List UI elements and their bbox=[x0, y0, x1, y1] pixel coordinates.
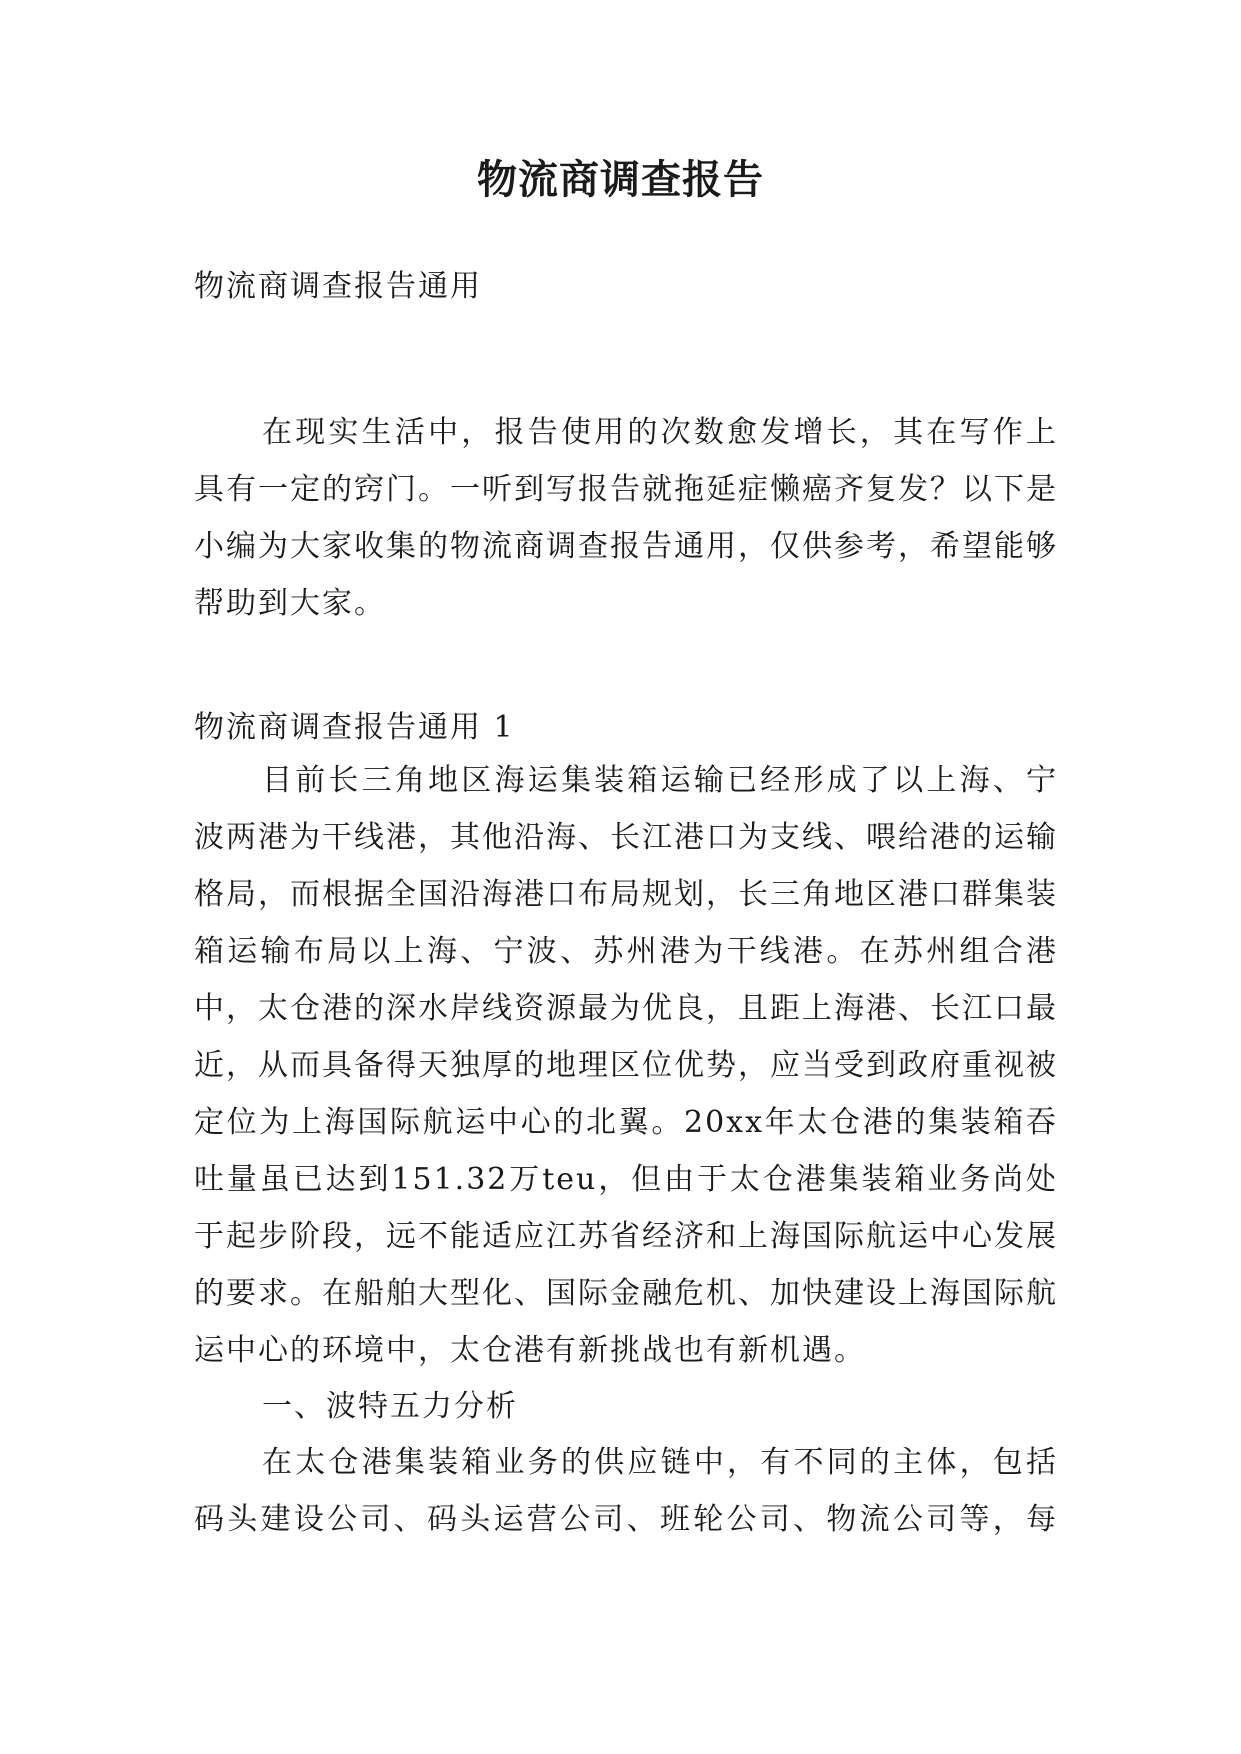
document-subtitle: 物流商调查报告通用 bbox=[194, 269, 482, 304]
intro-paragraph: 在现实生活中，报告使用的次数愈发增长，其在写作上具有一定的窍门。一听到写报告就拖延症懒癌齐复发？以下是小编为大家收集的物流商调查报告通用，仅供参考，希望能够帮助到大家。 bbox=[194, 415, 1058, 621]
body-paragraph: 目前长三角地区海运集装箱运输已经形成了以上海、宁波两港为干线港，其他沿海、长江港口为支线、喂给港的运输格局，而根据全国沿海港口布局规划，长三角地区港口群集装箱运输布局以上海、宁波、苏州港为干线港。在苏州组合港中，太仓港的深水岸线资源最为优良，且距上海港、长江口最近，从而具备得天独厚的地理区位优势，应当受到政府重视被定位为上海国际航运中心的北翼。20xx年太仓港的集装箱吞吐量虽已达到151.32万teu，但由于太仓港集装箱业务尚处于起步阶段，远不能适应江苏省经济和上海国际航运中心发展的要求。在船舶大型化、国际金融危机、加快建设上海国际航运中心的环境中，太仓港有新挑战也有新机遇。 bbox=[194, 763, 1058, 1368]
section-heading: 物流商调查报告通用 1 bbox=[194, 710, 515, 745]
subsection-heading: 一、波特五力分析 bbox=[262, 1389, 518, 1424]
document-title: 物流商调查报告 bbox=[477, 157, 764, 203]
body-paragraph-continued: 在太仓港集装箱业务的供应链中，有不同的主体，包括码头建设公司、码头运营公司、班轮公司、物流公司等，每 bbox=[194, 1445, 1058, 1537]
